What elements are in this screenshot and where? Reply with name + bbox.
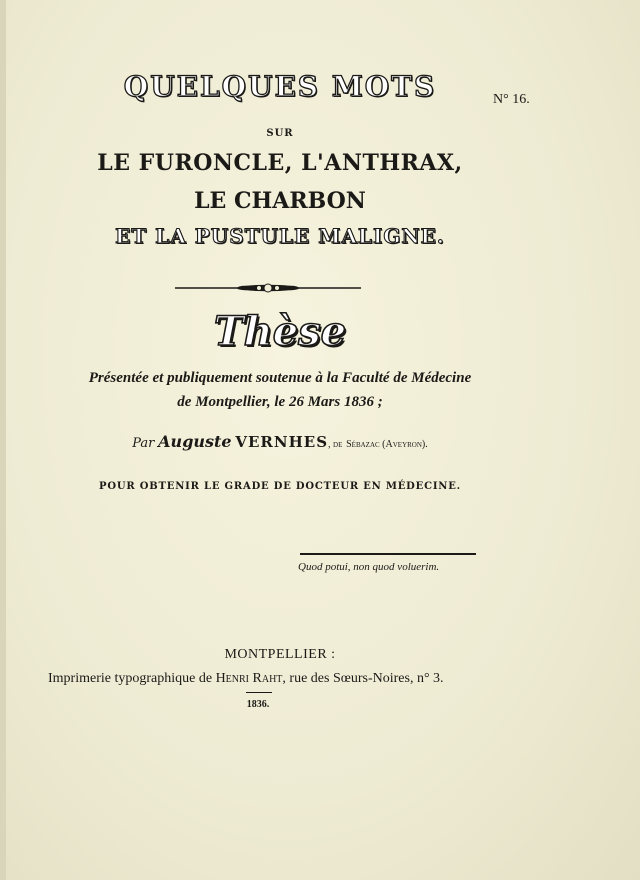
presentation-line-2: de Montpellier, le 26 Mars 1836 ;	[177, 394, 383, 410]
title-connector: SUR	[266, 128, 294, 139]
printer-address: rue des Sœurs-Noires, n° 3.	[289, 671, 444, 686]
imprint-year: 1836.	[246, 699, 270, 710]
title-line-1: QUELQUES MOTS	[123, 70, 437, 103]
origin-prefix: , de	[328, 439, 343, 450]
ornamental-divider-icon	[175, 281, 361, 295]
epigraph: Quod potui, non quod voluerim.	[298, 561, 440, 573]
imprint-printer	[48, 671, 488, 687]
degree-line: POUR OBTENIR LE GRADE DE DOCTEUR EN MÉDECINE.	[99, 481, 461, 492]
printer-name: Henri Raht,	[215, 671, 286, 686]
document-number: N° 16.	[493, 92, 530, 107]
author-last-name: VERNHES	[235, 433, 329, 451]
title-line-3: LE CHARBON	[194, 188, 366, 214]
thesis-heading: Thèse	[213, 308, 347, 355]
title-line-4: ET LA PUSTULE MALIGNE.	[115, 224, 445, 248]
author-line	[0, 432, 560, 452]
author-first-name: Auguste	[158, 432, 232, 451]
epigraph-rule	[300, 553, 476, 555]
title-line-2: LE FURONCLE, L'ANTHRAX,	[97, 150, 463, 176]
year-dash	[246, 692, 272, 693]
printer-prefix: Imprimerie typographique de	[48, 671, 213, 686]
imprint-city: MONTPELLIER :	[224, 647, 336, 662]
presentation-line-1: Présentée et publiquement soutenue à la Faculté de Médecine	[88, 370, 472, 386]
by-word: Par	[132, 436, 155, 451]
author-origin: Sébazac (Aveyron).	[346, 439, 428, 450]
